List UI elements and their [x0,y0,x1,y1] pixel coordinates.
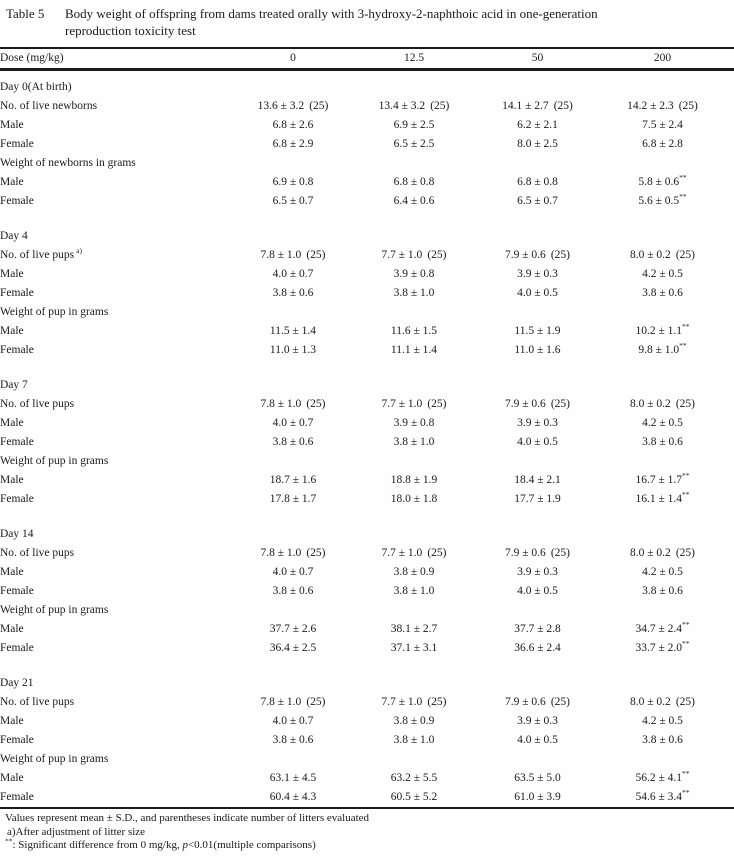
value-cell: 4.2 ± 0.5 [642,268,683,280]
section-label: Day 21 [0,677,34,689]
value-cell: 7.7 ± 1.0 (25) [381,249,447,261]
significance-marker: ** [682,620,690,630]
value-cell: 18.8 ± 1.9 [390,474,438,486]
value-cell: 3.8 ± 0.6 [642,585,683,597]
value-cell: 3.8 ± 0.6 [642,287,683,299]
value-cell: 7.7 ± 1.0 (25) [381,398,447,410]
value-cell: 6.5 ± 0.7 [517,195,558,207]
row-label: Female [0,195,34,207]
value-cell: 6.5 ± 0.7 [272,195,314,207]
row-label: Female [0,642,34,654]
value-cell: 4.0 ± 0.7 [272,417,314,429]
section-spacer [0,658,734,674]
value-cell: 5.6 ± 0.5** [638,192,687,207]
footnote-ref-marker: a) [76,246,82,256]
section-label: Day 0(At birth) [0,81,72,93]
value-cell: 7.7 ± 1.0 (25) [381,547,447,559]
value-cell: 6.9 ± 0.8 [272,176,314,188]
litter-count: (25) [306,249,326,261]
value-cell: 3.8 ± 0.6 [272,585,314,597]
significance-marker: ** [5,836,13,846]
value-cell: 11.0 ± 1.6 [514,344,561,356]
value-cell: 4.0 ± 0.7 [272,268,314,280]
value-cell: 11.1 ± 1.4 [390,344,438,356]
section-header-row [0,525,734,544]
section-header-row [0,674,734,693]
row-label: Female [0,344,34,356]
value-cell: 18.7 ± 1.6 [269,474,317,486]
table-row [0,452,734,471]
row-label: Male [0,176,24,188]
value-cell: 18.4 ± 2.1 [514,474,561,486]
table-row [0,284,734,303]
table-row [0,769,734,788]
value-cell: 4.2 ± 0.5 [642,566,683,578]
value-cell: 3.9 ± 0.3 [517,566,558,578]
value-cell: 3.8 ± 0.9 [393,715,435,727]
table-row [0,265,734,284]
value-cell: 3.8 ± 0.6 [642,436,683,448]
value-cell: 6.9 ± 2.5 [393,119,435,131]
footnotes [0,809,734,853]
row-label: No. of live pups $^{a)}$ [0,246,82,261]
litter-count: (25) [550,249,570,261]
row-label: Male [0,119,24,131]
value-cell: 63.5 ± 5.0 [514,772,561,784]
value-cell: 3.9 ± 0.8 [393,417,435,429]
litter-count: (25) [550,696,570,708]
section-label: Day 4 [0,230,28,242]
dose-12-5: 12.5 [353,48,475,70]
table-row [0,433,734,452]
value-cell: 8.0 ± 0.2 (25) [630,547,695,559]
litter-count: (25) [675,398,695,410]
footnote-values: Values represent mean ± S.D., and parentheses indicate number of litters evaluated [5,812,370,824]
value-cell: 4.0 ± 0.5 [517,585,558,597]
litter-count: (25) [427,696,447,708]
row-label: Male [0,325,24,337]
table-number: Table 5 [6,6,45,21]
footnote-litter-adjustment: a)After adjustment of litter size [7,825,146,838]
significance-marker: ** [679,341,687,351]
value-cell: 7.9 ± 0.6 (25) [505,696,570,708]
value-cell: 36.4 ± 2.5 [269,642,317,654]
litter-count: (25) [553,100,573,112]
table-row [0,693,734,712]
dose-200: 200 [600,48,725,70]
table-row [0,414,734,433]
value-cell: 11.5 ± 1.9 [514,325,561,337]
litter-count: (25) [427,547,447,559]
table-row [0,490,734,509]
value-cell: 4.2 ± 0.5 [642,715,683,727]
value-cell: 3.9 ± 0.3 [517,268,558,280]
significance-marker: ** [679,173,687,183]
value-cell: 61.0 ± 3.9 [514,791,561,803]
value-cell: 3.9 ± 0.8 [393,268,435,280]
table-row [0,135,734,154]
value-cell: 3.8 ± 1.0 [393,734,435,746]
table-title [0,0,734,39]
table-row [0,563,734,582]
value-cell: 17.8 ± 1.7 [269,493,317,505]
row-label: Male [0,772,24,784]
value-cell: 14.2 ± 2.3 (25) [627,100,698,112]
table-row [0,582,734,601]
section-label: Day 7 [0,379,28,391]
row-label: Weight of newborns in grams [0,157,136,169]
litter-count: (25) [675,547,695,559]
value-cell: 6.8 ± 2.9 [272,138,314,150]
value-cell: 11.5 ± 1.4 [269,325,317,337]
row-label: Weight of pup in grams [0,306,109,318]
value-cell: 4.0 ± 0.5 [517,287,558,299]
value-cell: 3.8 ± 0.6 [272,287,314,299]
value-cell: 60.5 ± 5.2 [390,791,438,803]
row-label: Female [0,493,34,505]
value-cell: 7.9 ± 0.6 (25) [505,249,570,261]
value-cell: 54.6 ± 3.4** [635,788,690,803]
section-label: Day 14 [0,528,34,540]
row-label: No. of live pups [0,696,75,708]
row-label: No. of live newborns [0,100,98,112]
value-cell: 63.1 ± 4.5 [269,772,317,784]
significance-marker: ** [682,788,690,798]
value-cell: 3.8 ± 1.0 [393,436,435,448]
value-cell: 9.8 ± 1.0** [638,341,687,356]
value-cell: 18.0 ± 1.8 [390,493,438,505]
litter-count: (25) [306,547,326,559]
value-cell: 6.4 ± 0.6 [393,195,435,207]
value-cell: 37.7 ± 2.8 [514,623,561,635]
significance-marker: ** [682,322,690,332]
value-cell: 6.8 ± 2.8 [642,138,683,150]
table-row [0,639,734,658]
value-cell: 6.5 ± 2.5 [393,138,435,150]
litter-count: (25) [678,100,698,112]
value-cell: 34.7 ± 2.4** [635,620,690,635]
row-label: Female [0,791,34,803]
value-cell: 36.6 ± 2.4 [514,642,561,654]
value-cell: 3.8 ± 0.6 [642,734,683,746]
value-cell: 63.2 ± 5.5 [390,772,438,784]
litter-count: (25) [306,696,326,708]
dose-label: Dose (mg/kg) [0,48,233,70]
table-row [0,116,734,135]
section-spacer [0,509,734,525]
table-row [0,731,734,750]
value-cell: 3.8 ± 1.0 [393,287,435,299]
row-label: Female [0,585,34,597]
row-label: Female [0,138,34,150]
table-row [0,712,734,731]
section-spacer [0,360,734,376]
value-cell: 7.9 ± 0.6 (25) [505,547,570,559]
value-cell: 8.0 ± 0.2 (25) [630,696,695,708]
value-cell: 16.1 ± 1.4** [635,490,690,505]
litter-count: (25) [675,696,695,708]
offspring-body-weight-table [0,47,734,809]
table-row [0,620,734,639]
value-cell: 8.0 ± 0.2 (25) [630,249,695,261]
value-cell: 11.0 ± 1.3 [269,344,317,356]
value-cell: 4.0 ± 0.5 [517,436,558,448]
value-cell: 16.7 ± 1.7** [635,471,690,486]
value-cell: 17.7 ± 1.9 [514,493,561,505]
caption-line-2: reproduction toxicity test [65,23,196,38]
dose-50: 50 [475,48,600,70]
section-header-row [0,78,734,97]
dose-0: 0 [233,48,353,70]
value-cell: 3.9 ± 0.3 [517,417,558,429]
litter-count: (25) [427,249,447,261]
row-label: Male [0,566,24,578]
value-cell: 4.2 ± 0.5 [642,417,683,429]
value-cell: 3.9 ± 0.3 [517,715,558,727]
row-label: No. of live pups [0,547,75,559]
section-header-row [0,227,734,246]
row-label: Male [0,715,24,727]
value-cell: 33.7 ± 2.0** [635,639,690,654]
value-cell: 7.8 ± 1.0 (25) [260,249,326,261]
value-cell: 14.1 ± 2.7 (25) [502,100,573,112]
value-cell: 6.8 ± 2.6 [272,119,314,131]
table-row [0,97,734,116]
value-cell: 5.8 ± 0.6** [638,173,687,188]
table-row [0,471,734,490]
table-row [0,154,734,173]
table-row [0,601,734,620]
litter-count: (25) [306,398,326,410]
value-cell: 13.6 ± 3.2 (25) [257,100,329,112]
row-label: Weight of pup in grams [0,753,109,765]
row-label: Male [0,474,24,486]
significance-marker: ** [682,769,690,779]
section-header-row [0,376,734,395]
significance-marker: ** [682,639,690,649]
table-row [0,788,734,808]
litter-count: (25) [550,398,570,410]
value-cell: 6.2 ± 2.1 [517,119,558,131]
value-cell: 7.7 ± 1.0 (25) [381,696,447,708]
value-cell: 7.5 ± 2.4 [642,119,683,131]
row-label: Female [0,287,34,299]
footnote-significance: **: Significant difference from 0 mg/kg, p<0.01(multiple comparisons) [5,836,316,851]
value-cell: 4.0 ± 0.7 [272,566,314,578]
value-cell: 7.8 ± 1.0 (25) [260,398,326,410]
value-cell: 7.8 ± 1.0 (25) [260,696,326,708]
value-cell: 4.0 ± 0.7 [272,715,314,727]
row-label: Male [0,268,24,280]
table-row [0,341,734,360]
table-caption [65,5,706,39]
table-row [0,303,734,322]
value-cell: 4.0 ± 0.5 [517,734,558,746]
value-cell: 38.1 ± 2.7 [390,623,438,635]
value-cell: 3.8 ± 1.0 [393,585,435,597]
value-cell: 11.6 ± 1.5 [390,325,438,337]
table-row [0,750,734,769]
row-label: No. of live pups [0,398,75,410]
table-row [0,322,734,341]
value-cell: 13.4 ± 3.2 (25) [378,100,450,112]
litter-count: (25) [309,100,329,112]
value-cell: 7.8 ± 1.0 (25) [260,547,326,559]
value-cell: 37.7 ± 2.6 [269,623,317,635]
row-label: Female [0,734,34,746]
caption-line-1: Body weight of offspring from dams treated orally with 3-hydroxy-2-naphthoic acid in one-generation [65,6,598,21]
value-cell: 60.4 ± 4.3 [269,791,317,803]
value-cell: 3.8 ± 0.9 [393,566,435,578]
value-cell: 3.8 ± 0.6 [272,436,314,448]
table-row [0,173,734,192]
value-cell: 8.0 ± 0.2 (25) [630,398,695,410]
table-row [0,395,734,414]
litter-count: (25) [427,398,447,410]
row-label: Male [0,623,24,635]
value-cell: 56.2 ± 4.1** [635,769,690,784]
significance-marker: ** [682,471,690,481]
table-row [0,246,734,265]
significance-marker: ** [682,490,690,500]
value-cell: 10.2 ± 1.1** [635,322,690,337]
table-row [0,544,734,563]
value-cell: 6.8 ± 0.8 [393,176,435,188]
dose-header-row [0,48,734,70]
section-spacer [0,211,734,227]
value-cell: 6.8 ± 0.8 [517,176,558,188]
litter-count: (25) [550,547,570,559]
litter-count: (25) [430,100,450,112]
value-cell: 3.8 ± 0.6 [272,734,314,746]
row-label: Weight of pup in grams [0,455,109,467]
significance-marker: ** [679,192,687,202]
value-cell: 37.1 ± 3.1 [390,642,438,654]
row-label: Weight of pup in grams [0,604,109,616]
table-row [0,192,734,211]
value-cell: 8.0 ± 2.5 [517,138,558,150]
row-label: Male [0,417,24,429]
row-label: Female [0,436,34,448]
section-spacer [0,70,734,79]
value-cell: 7.9 ± 0.6 (25) [505,398,570,410]
litter-count: (25) [675,249,695,261]
